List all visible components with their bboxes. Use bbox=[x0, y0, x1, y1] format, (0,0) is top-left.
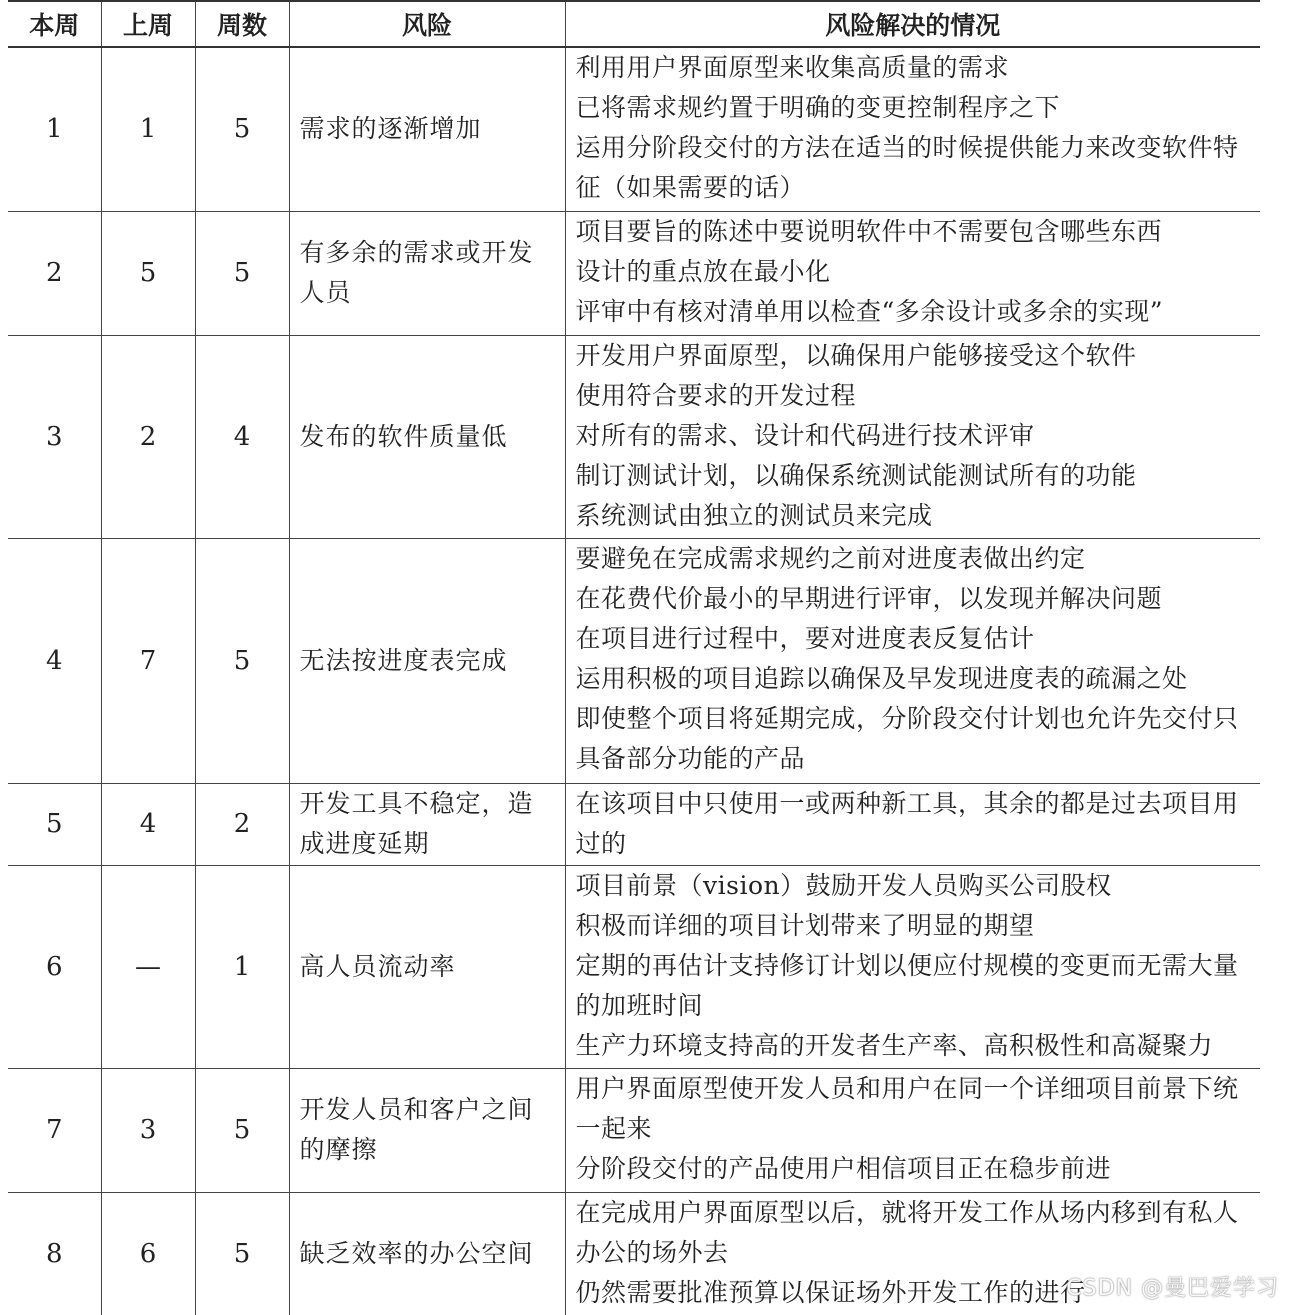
resolution-line: 利用用户界面原型来收集高质量的需求 bbox=[575, 53, 1010, 82]
risk-cell: 发布的软件质量低 bbox=[289, 335, 565, 538]
header-resolution: 风险解决的情况 bbox=[565, 1, 1260, 47]
resolution-cell bbox=[565, 211, 1260, 335]
resolution-cell bbox=[565, 783, 1260, 865]
this-week-cell: 7 bbox=[8, 1068, 101, 1192]
last-week-cell: 1 bbox=[101, 47, 195, 211]
last-week-cell: 4 bbox=[101, 783, 195, 865]
resolution-line: 在完成用户界面原型以后，就将开发工作从场内移到有私人办公的场外去 bbox=[575, 1197, 1239, 1267]
risk-cell: 高人员流动率 bbox=[289, 865, 565, 1068]
resolution-cell bbox=[565, 538, 1260, 783]
header-weeks: 周数 bbox=[195, 1, 289, 47]
risk-cell: 缺乏效率的办公空间 bbox=[289, 1192, 565, 1315]
resolution-line: 项目前景（vision）鼓励开发人员购买公司股权 bbox=[575, 870, 1112, 900]
this-week-cell: 8 bbox=[8, 1192, 101, 1315]
resolution-line: 已将需求规约置于明确的变更控制程序之下 bbox=[575, 93, 1061, 122]
resolution-line: 在该项目中只使用一或两种新工具，其余的都是过去项目用过的 bbox=[575, 788, 1239, 858]
resolution-line: 分阶段交付的产品使用户相信项目正在稳步前进 bbox=[575, 1153, 1112, 1183]
resolution-line: 运用积极的项目追踪以确保及早发现进度表的疏漏之处 bbox=[575, 663, 1188, 693]
risk-cell: 有多余的需求或开发人员 bbox=[289, 211, 565, 335]
resolution-cell bbox=[565, 1068, 1260, 1192]
resolution-line: 在花费代价最小的早期进行评审，以发现并解决问题 bbox=[575, 583, 1163, 613]
resolution-line: 制订测试计划，以确保系统测试能测试所有的功能 bbox=[575, 460, 1137, 490]
table-row bbox=[8, 47, 1260, 211]
this-week-cell: 1 bbox=[8, 47, 101, 211]
resolution-line: 在项目进行过程中，要对进度表反复估计 bbox=[575, 623, 1035, 653]
risk-cell: 开发人员和客户之间的摩擦 bbox=[289, 1068, 565, 1192]
resolution-line: 系统测试由独立的测试员来完成 bbox=[575, 500, 933, 530]
watermark: CSDN @曼巴爱学习 bbox=[1066, 1276, 1279, 1301]
resolution-line: 积极而详细的项目计划带来了明显的期望 bbox=[575, 910, 1035, 940]
last-week-cell: 5 bbox=[101, 211, 195, 335]
resolution-line: 用户界面原型使开发人员和用户在同一个详细项目前景下统一起来 bbox=[575, 1073, 1239, 1143]
weeks-cell: 5 bbox=[195, 47, 289, 211]
header-row bbox=[8, 1, 1260, 47]
resolution-line: 使用符合要求的开发过程 bbox=[575, 380, 857, 410]
table-row bbox=[8, 335, 1260, 538]
resolution-line: 要避免在完成需求规约之前对进度表做出约定 bbox=[575, 543, 1086, 573]
resolution-cell bbox=[565, 47, 1260, 211]
this-week-cell: 2 bbox=[8, 211, 101, 335]
this-week-cell: 5 bbox=[8, 783, 101, 865]
resolution-line: 开发用户界面原型，以确保用户能够接受这个软件 bbox=[575, 340, 1137, 370]
table-row bbox=[8, 538, 1260, 783]
resolution-line: 即使整个项目将延期完成，分阶段交付计划也允许先交付只具备部分功能的产品 bbox=[575, 703, 1239, 773]
header-this-week: 本周 bbox=[8, 1, 101, 47]
weeks-cell: 1 bbox=[195, 865, 289, 1068]
weeks-cell: 5 bbox=[195, 211, 289, 335]
last-week-cell: 2 bbox=[101, 335, 195, 538]
resolution-line: 生产力环境支持高的开发者生产率、高积极性和高凝聚力 bbox=[575, 1030, 1214, 1060]
last-week-cell: 6 bbox=[101, 1192, 195, 1315]
weeks-cell: 5 bbox=[195, 538, 289, 783]
resolution-line: 评审中有核对清单用以检查“多余设计或多余的实现” bbox=[575, 296, 1164, 326]
resolution-line: 设计的重点放在最小化 bbox=[575, 256, 831, 286]
table-row bbox=[8, 211, 1260, 335]
weeks-cell: 2 bbox=[195, 783, 289, 865]
risk-cell: 无法按进度表完成 bbox=[289, 538, 565, 783]
last-week-cell: 3 bbox=[101, 1068, 195, 1192]
this-week-cell: 6 bbox=[8, 865, 101, 1068]
resolution-line: 项目要旨的陈述中要说明软件中不需要包含哪些东西 bbox=[575, 216, 1163, 246]
header-risk: 风险 bbox=[289, 1, 565, 47]
table-row bbox=[8, 783, 1260, 865]
resolution-cell bbox=[565, 335, 1260, 538]
last-week-cell: 7 bbox=[101, 538, 195, 783]
weeks-cell: 5 bbox=[195, 1068, 289, 1192]
weeks-cell: 4 bbox=[195, 335, 289, 538]
last-week-cell: — bbox=[101, 865, 195, 1068]
risk-cell: 需求的逐渐增加 bbox=[289, 47, 565, 211]
table-row bbox=[8, 865, 1260, 1068]
resolution-line: 仍然需要批准预算以保证场外开发工作的进行 bbox=[575, 1277, 1086, 1307]
table-row bbox=[8, 1068, 1260, 1192]
this-week-cell: 4 bbox=[8, 538, 101, 783]
this-week-cell: 3 bbox=[8, 335, 101, 538]
risk-table bbox=[8, 0, 1260, 1315]
resolution-cell bbox=[565, 865, 1260, 1068]
risk-cell: 开发工具不稳定，造成进度延期 bbox=[289, 783, 565, 865]
resolution-line: 定期的再估计支持修订计划以便应付规模的变更而无需大量的加班时间 bbox=[575, 950, 1239, 1020]
resolution-line: 运用分阶段交付的方法在适当的时候提供能力来改变软件特征（如果需要的话） bbox=[575, 133, 1239, 202]
resolution-line: 对所有的需求、设计和代码进行技术评审 bbox=[575, 420, 1035, 450]
header-last-week: 上周 bbox=[101, 1, 195, 47]
weeks-cell: 5 bbox=[195, 1192, 289, 1315]
